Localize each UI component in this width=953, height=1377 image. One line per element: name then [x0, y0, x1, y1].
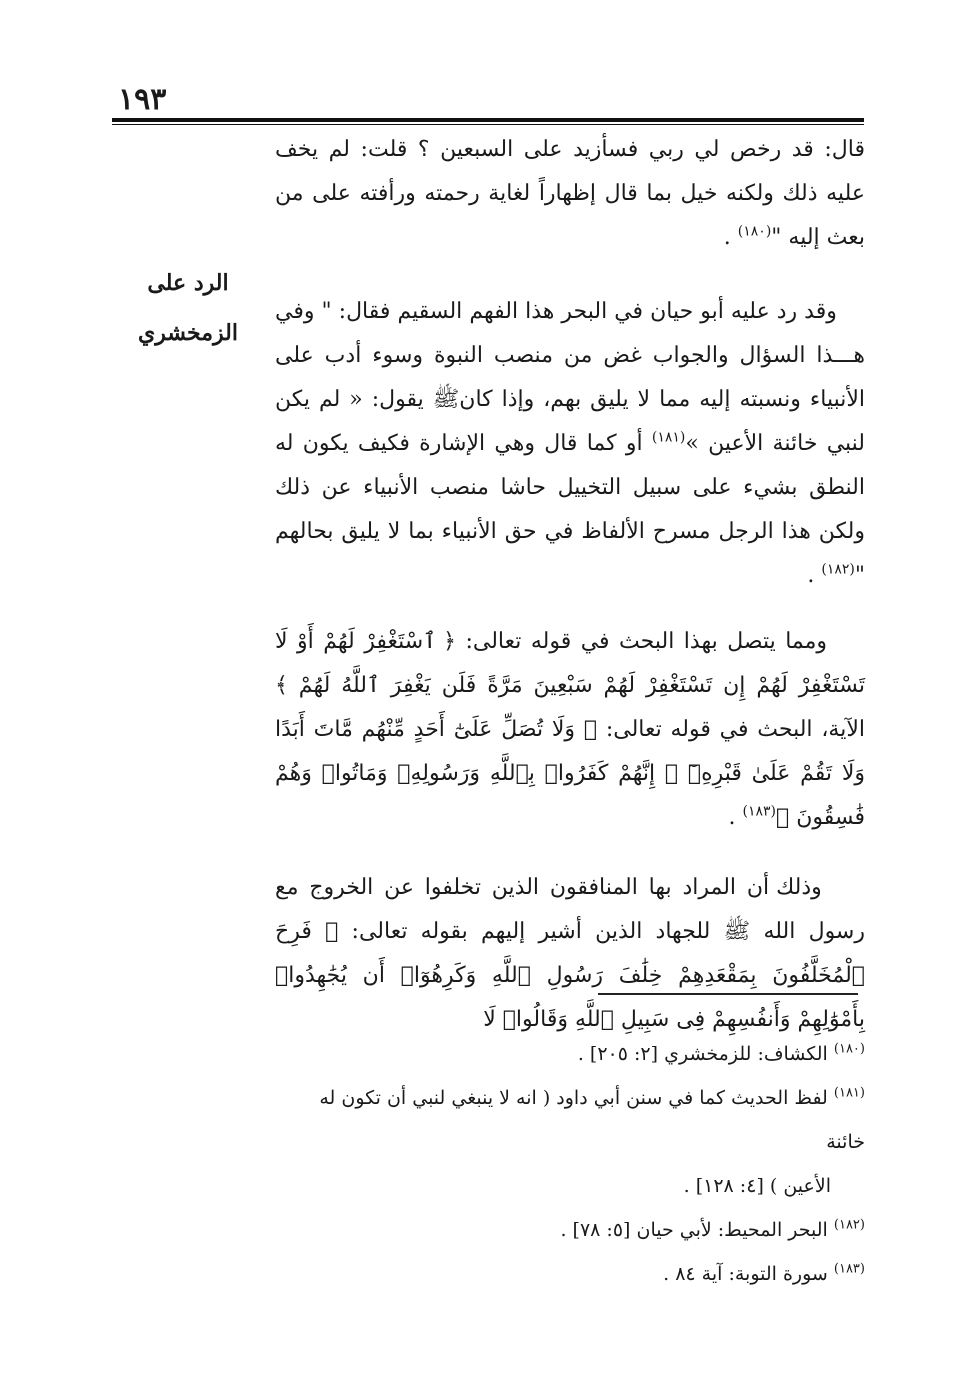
paragraph-4 — [275, 866, 865, 1042]
quran-verse-2: ﴿ وَلَا تُصَلِّ عَلَىٰٓ أَحَدٍ مِّنْهُم مَّاتَ أَبَدًا وَلَا تَقُمْ عَلَىٰ قَبْرِهِۦٓ ۖ إِنَّهُمْ كَفَرُوا۟ بِٱللَّهِ وَرَسُولِهِۦ وَمَاتُوا۟ وَهُمْ فَٰسِقُونَ ﴾ — [275, 717, 865, 830]
paragraph-2 — [275, 290, 865, 598]
p2-line-3: إليه مما لا يليق بهم، وإذا كانﷺ يقول: « لم يكن لنبي خائنة الأعين » — [275, 387, 866, 456]
footnote-text-continued: الأعين ) [٤: ١٢٨] . — [683, 1175, 831, 1197]
footnotes — [275, 1032, 865, 1296]
footnote-text: البحر المحيط: لأبي حيان [٥: ٧٨] . — [560, 1219, 828, 1241]
header-rule-thin — [112, 124, 864, 125]
ref-182: (١٨٢) — [821, 561, 855, 578]
footnote-number: (١٨٣) — [833, 1261, 865, 1277]
footnote-number: (١٨٢) — [833, 1217, 865, 1233]
p1-line-2: ولكنه خيل بما قال إظهاراً لغاية رحمته ورأفته على من بعث إليه " — [275, 181, 865, 250]
p2-line-2: السؤال والجواب غض من منصب النبوة وسوء أدب على الأنبياء ونسبته — [275, 343, 866, 412]
main-text — [275, 128, 865, 1042]
ref-180: (١٨٠) — [737, 223, 772, 240]
margin-note-line-2: الزمخشري — [138, 320, 238, 346]
p3-text-before: ومما يتصل بهذا البحث في قوله تعالى: — [455, 629, 828, 654]
footnote-text: الكشاف: للزمخشري [٢: ٢٠٥] . — [577, 1043, 828, 1065]
p2-line-6: الأنبياء بما لا يليق بحالهم " — [275, 519, 865, 588]
p2-end: . — [807, 563, 822, 588]
p4-text-before: وذلك أن المراد بها المنافقون الذين تخلفوا عن الخروج مع رسول الله ﷺ للجهاد الذين أشير إليهم بقوله تعالى: — [275, 875, 865, 944]
footnote-180 — [275, 1032, 865, 1076]
p3-text-mid: الآية، البحث في قوله تعالى: — [597, 717, 866, 742]
margin-note-line-1: الرد على — [147, 270, 229, 296]
footnote-181-continuation — [275, 1164, 831, 1208]
footnote-number: (١٨١) — [833, 1085, 865, 1101]
p2-line-1: وقد رد عليه أبو حيان في البحر هذا الفهم السقيم فقال: " وفي هـــذا — [275, 299, 866, 368]
footnote-number: (١٨٠) — [833, 1041, 865, 1057]
footnote-183 — [275, 1252, 865, 1296]
quran-verse-1: ﴿ ٱسْتَغْفِرْ لَهُمْ أَوْ لَا تَسْتَغْفِرْ لَهُمْ إِن تَسْتَغْفِرْ لَهُمْ سَبْعِينَ مَرَّةً فَلَن يَغْفِرَ ٱللَّهُ لَهُمْ ﴾ — [275, 629, 865, 698]
p2-line-5: حاشا منصب الأنبياء عن ذلك ولكن هذا الرجل مسرح الألفاظ في حق — [275, 475, 866, 544]
footnote-text: سورة التوبة: آية ٨٤ . — [663, 1263, 828, 1285]
p1-line-1: قال: قد رخص لي ربي فسأزيد على السبعين ؟ قلت: لم يخف عليه ذلك — [275, 137, 865, 206]
quran-verse-3: ﴿ فَرِحَ ٱلْمُخَلَّفُونَ بِمَقْعَدِهِمْ خِلَٰفَ رَسُولِ ٱللَّهِ وَكَرِهُوٓا۟ أَن يُجَٰهِدُوا۟ بِأَمْوَٰلِهِمْ وَأَنفُسِهِمْ فِى سَبِيلِ ٱللَّهِ وَقَالُوا۟ لَا — [275, 919, 865, 1032]
paragraph-3 — [275, 620, 865, 840]
footnote-182 — [275, 1208, 865, 1252]
p1-end: . — [723, 225, 738, 250]
margin-note — [138, 258, 238, 358]
p2-line-4: أو كما قال وهي الإشارة فكيف يكون له النطق بشيء على سبيل التخييل — [275, 431, 865, 500]
footnote-181 — [275, 1076, 865, 1164]
header-rule-thick — [112, 118, 864, 122]
page-number: ١٩٣ — [118, 82, 167, 117]
ref-183: (١٨٣) — [742, 803, 776, 820]
paragraph-1 — [275, 128, 865, 260]
ref-181: (١٨١) — [651, 429, 686, 446]
p3-end: . — [728, 805, 743, 830]
footnote-text: لفظ الحديث كما في سنن أبي داود ( انه لا ينبغي لنبي أن تكون له خائنة — [319, 1087, 865, 1153]
footnote-separator — [598, 993, 858, 995]
